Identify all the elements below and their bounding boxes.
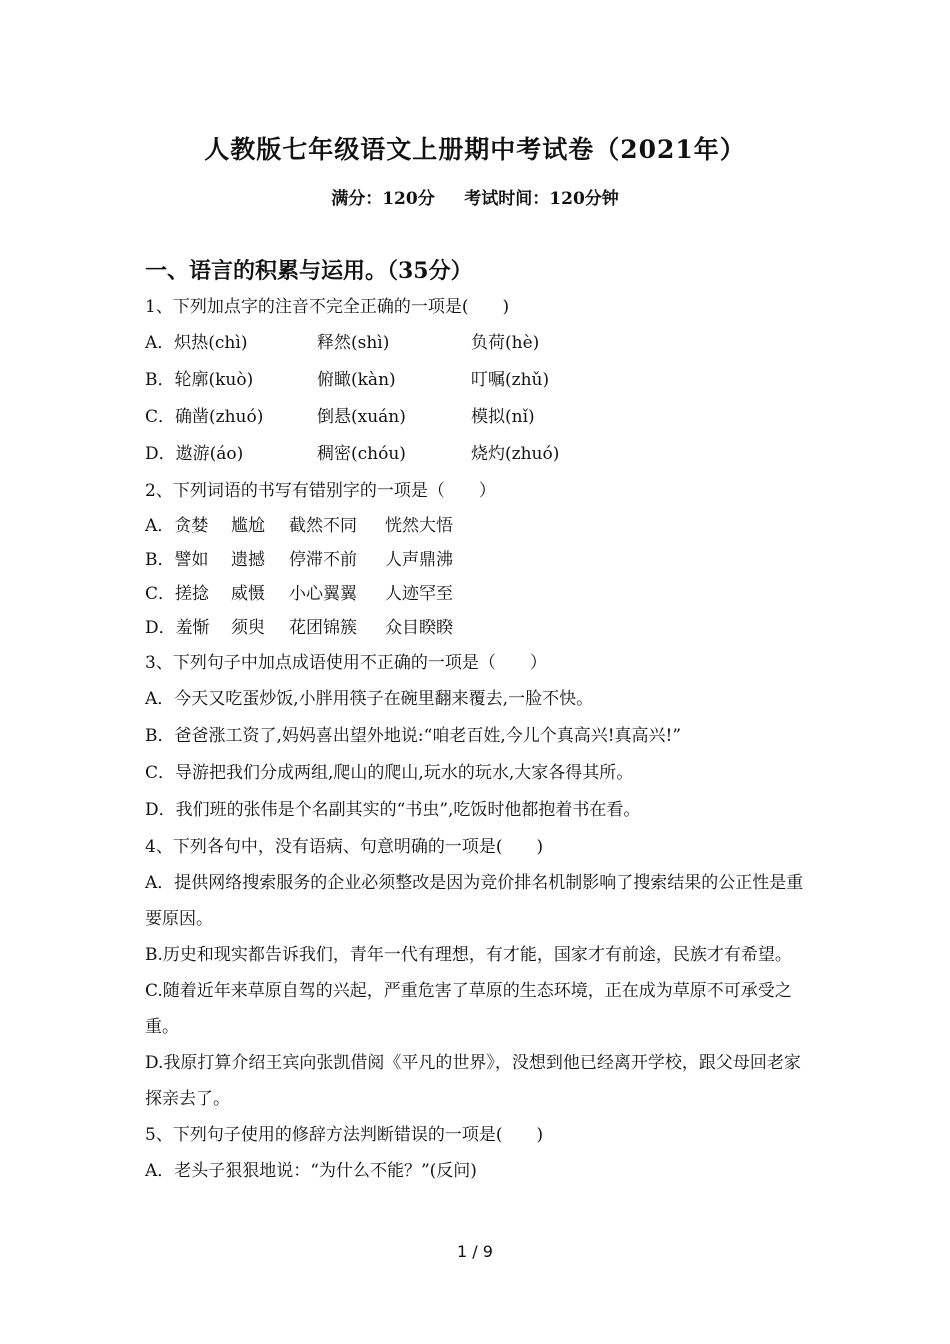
section-heading: 一、语言的积累与运用。（35分） — [145, 258, 473, 284]
question-5-option-a: A．老头子狠狠地说：“为什么不能？”(反问) — [145, 1161, 477, 1181]
option-item: 尴尬 — [231, 516, 265, 536]
question-2-stem: 2、下列词语的书写有错别字的一项是（ ） — [145, 481, 496, 501]
question-4-option-a: A．提供网络搜索服务的企业必须整改是因为竞价排名机制影响了搜索结果的公正性是重要原因。 — [145, 873, 804, 929]
option-item: 俯瞰(kàn) — [317, 370, 396, 390]
option-item: 烧灼(zhuó) — [471, 444, 560, 464]
option-item: 稠密(chóu) — [317, 444, 406, 464]
option-item: A．炽热(chì) — [145, 333, 248, 353]
option-item: 截然不同 — [289, 516, 357, 536]
option-item: 释然(shì) — [317, 333, 390, 353]
page-number: 1 / 9 — [457, 1242, 493, 1261]
option-item: B．譬如 — [145, 550, 209, 570]
option-item: A．贪婪 — [145, 516, 209, 536]
option-item: 负荷(hè) — [471, 333, 540, 353]
option-item: 停滞不前 — [289, 550, 357, 570]
option-item: 倒悬(xuán) — [317, 407, 406, 427]
question-2-option-c — [145, 577, 815, 611]
question-2-option-a — [145, 509, 815, 543]
option-item: D．羞惭 — [145, 618, 210, 638]
option-item: C．确凿(zhuó) — [145, 407, 264, 427]
page-title: 人教版七年级语文上册期中考试卷（2021年） — [204, 135, 746, 164]
option-item: 小心翼翼 — [289, 584, 357, 604]
question-4-stem: 4、下列各句中，没有语病、句意明确的一项是( ) — [145, 837, 544, 857]
question-4-option-c: C.随着近年来草原自驾的兴起，严重危害了草原的生态环境，正在成为草原不可承受之重。 — [145, 981, 792, 1037]
question-3-option-c: C．导游把我们分成两组,爬山的爬山,玩水的玩水,大家各得其所。 — [145, 763, 634, 783]
question-1-option-b — [145, 362, 815, 399]
question-3-stem: 3、下列句子中加点成语使用不正确的一项是（ ） — [145, 653, 547, 673]
question-3-option-d: D．我们班的张伟是个名副其实的“书虫”,吃饭时他都抱着书在看。 — [145, 800, 641, 820]
question-4-option-d: D.我原打算介绍王宾向张凯借阅《平凡的世界》，没想到他已经离开学校，跟父母回老家探亲去了。 — [145, 1053, 801, 1109]
score-time-info: 满分：120分 考试时间：120分钟 — [331, 189, 619, 209]
option-item: 威慑 — [231, 584, 265, 604]
option-item: 众目睽睽 — [385, 618, 453, 638]
option-item: C．搓捻 — [145, 584, 210, 604]
question-1-option-c — [145, 399, 815, 436]
question-2-option-b — [145, 543, 815, 577]
option-item: 叮嘱(zhǔ) — [471, 370, 550, 390]
option-item: 恍然大悟 — [385, 516, 453, 536]
question-1-stem: 1、下列加点字的注音不完全正确的一项是( ) — [145, 297, 510, 317]
option-item: 人迹罕至 — [385, 584, 453, 604]
option-item: B．轮廓(kuò) — [145, 370, 254, 390]
question-4-option-b: B.历史和现实都告诉我们，青年一代有理想，有才能，国家才有前途，民族才有希望。 — [145, 945, 792, 965]
option-item: 须臾 — [231, 618, 265, 638]
question-2-option-d — [145, 611, 815, 645]
option-item: 花团锦簇 — [289, 618, 357, 638]
question-3-option-a: A．今天又吃蛋炒饭,小胖用筷子在碗里翻来覆去,一脸不快。 — [145, 689, 594, 709]
option-item: 遗撼 — [231, 550, 265, 570]
question-1-option-a — [145, 325, 815, 362]
option-item: 模拟(nǐ) — [471, 407, 535, 427]
question-3-option-b: B．爸爸涨工资了,妈妈喜出望外地说:“咱老百姓,今儿个真高兴!真高兴!” — [145, 726, 682, 746]
option-item: 人声鼎沸 — [385, 550, 453, 570]
question-5-stem: 5、下列句子使用的修辞方法判断错误的一项是( ) — [145, 1125, 544, 1145]
option-item: D．遨游(áo) — [145, 444, 244, 464]
question-body — [145, 289, 815, 1189]
question-1-option-d — [145, 436, 815, 473]
